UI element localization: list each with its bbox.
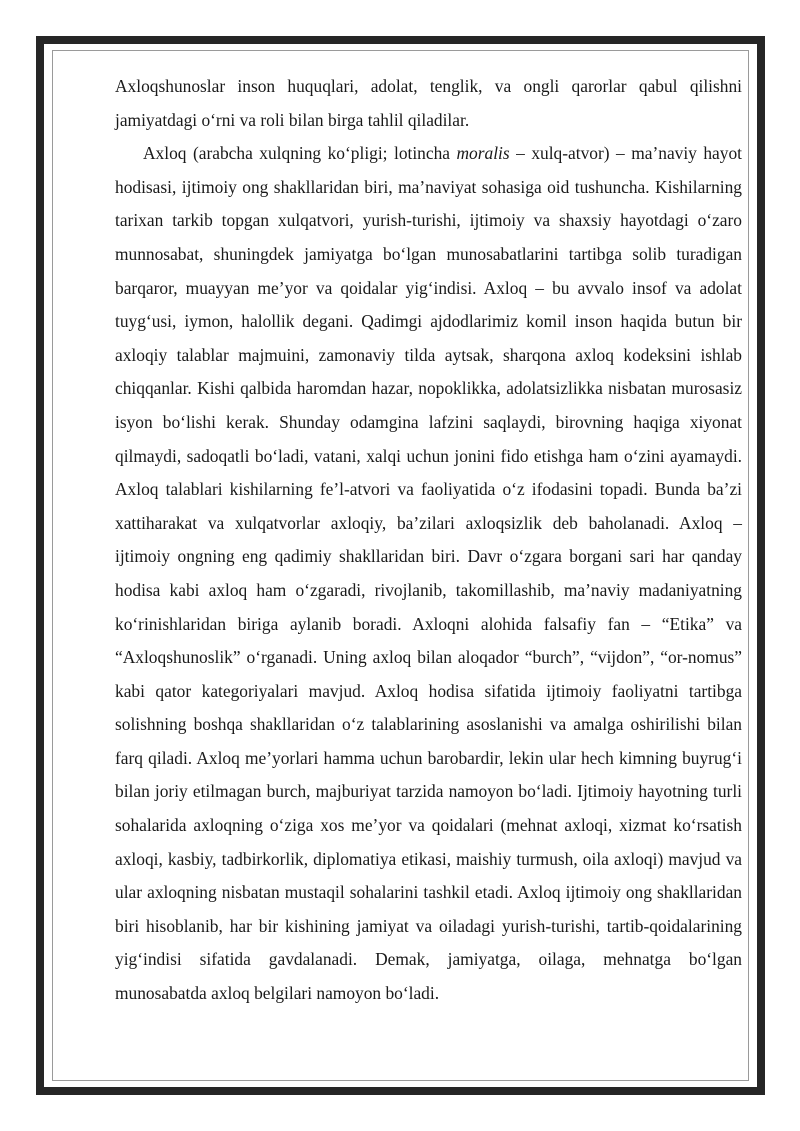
paragraph-2 xyxy=(115,137,742,1010)
paragraph-2-body: – xulq-atvor) – ma’naviy hayot hodisasi, ijtimoiy ong shakllaridan biri, ma’naviyat sohasiga oid tushuncha. Kishilarning tarixan tarkib topgan xulqatvori, yurish-turishi, ijtimoiy va shaxsiy hayotdagi o‘zaro munnosabat, shuningdek jamiyatga bo‘lgan munosabatlarini tartibga solib turadigan barqaror, muayyan me’yor va qoidalar yig‘indisi. Axloq – bu avvalo insof va adolat tuyg‘usi, iymon, halollik degani. Qadimgi ajdodlarimiz komil inson haqida butun bir axloqiy talablar majmuini, zamonaviy tilda aytsak, sharqona axloq kodeksini ishlab chiqqanlar. Kishi qalbida haromdan hazar, nopoklikka, adolatsizlikka nisbatan murosasiz isyon bo‘lishi kerak. Shunday odamgina lafzini saqlaydi, birovning haqiga xiyonat qilmaydi, sadoqatli bo‘ladi, vatani, xalqi uchun jonini fido etishga ham o‘zini ayamaydi. Axloq talablari kishilarning fe’l-atvori va faoliyatida o‘z ifodasini topadi. Bunda ba’zi xattiharakat va xulqatvorlar axloqiy, ba’zilari axloqsizlik deb baholanadi. Axloq – ijtimoiy ongning eng qadimiy shakllaridan biri. Davr o‘zgara borgani sari har qanday hodisa kabi axloq ham o‘zgaradi, rivojlanib, takomillashib, ma’naviy madaniyatning ko‘rinishlaridan biriga aylanib boradi. Axloqni alohida falsafiy fan – “Etika” va “Axloqshunoslik” o‘rganadi. Uning axloq bilan aloqador “burch”, “vijdon”, “or-nomus” kabi qator kategoriyalari mavjud. Axloq hodisa sifatida ijtimoiy faoliyatni tartibga solishning boshqa shakllaridan o‘z talablarining asoslanishi va amalga oshirilishi bilan farq qiladi. Axloq me’yorlari hamma uchun barobardir, lekin ular hech kimning buyrug‘i bilan joriy etilmagan burch, majburiyat tarzida namoyon bo‘ladi. Ijtimoiy hayotning turli sohalarida axloqning o‘ziga xos me’yor va qoidalari (mehnat axloqi, xizmat ko‘rsatish axloqi, kasbiy, tadbirkorlik, diplomatiya etikasi, maishiy turmush, oila axloqi) mavjud va ular axloqning nisbatan mustaqil sohalarini tashkil etadi. Axloq ijtimoiy ong shakllaridan biri hisoblanib, har bir kishining jamiyat va oiladagi yurish-turishi, tartib-qoidalarining yig‘indisi sifatida gavdalanadi. Demak, jamiyatga, oilaga, mehnatga bo‘lgan munosabatda axloq belgilari namoyon bo‘ladi. xyxy=(115,143,742,1004)
paragraph-1: Axloqshunoslar inson huquqlari, adolat, tenglik, va ongli qarorlar qabul qilishni jamiyatdagi o‘rni va roli bilan birga tahlil qiladilar. xyxy=(115,76,742,130)
document-body xyxy=(115,70,742,1011)
paragraph-2-intro: Axloq (arabcha xulqning ko‘pligi; lotincha xyxy=(143,143,457,164)
paragraph-2-latin-term: moralis xyxy=(456,143,510,164)
